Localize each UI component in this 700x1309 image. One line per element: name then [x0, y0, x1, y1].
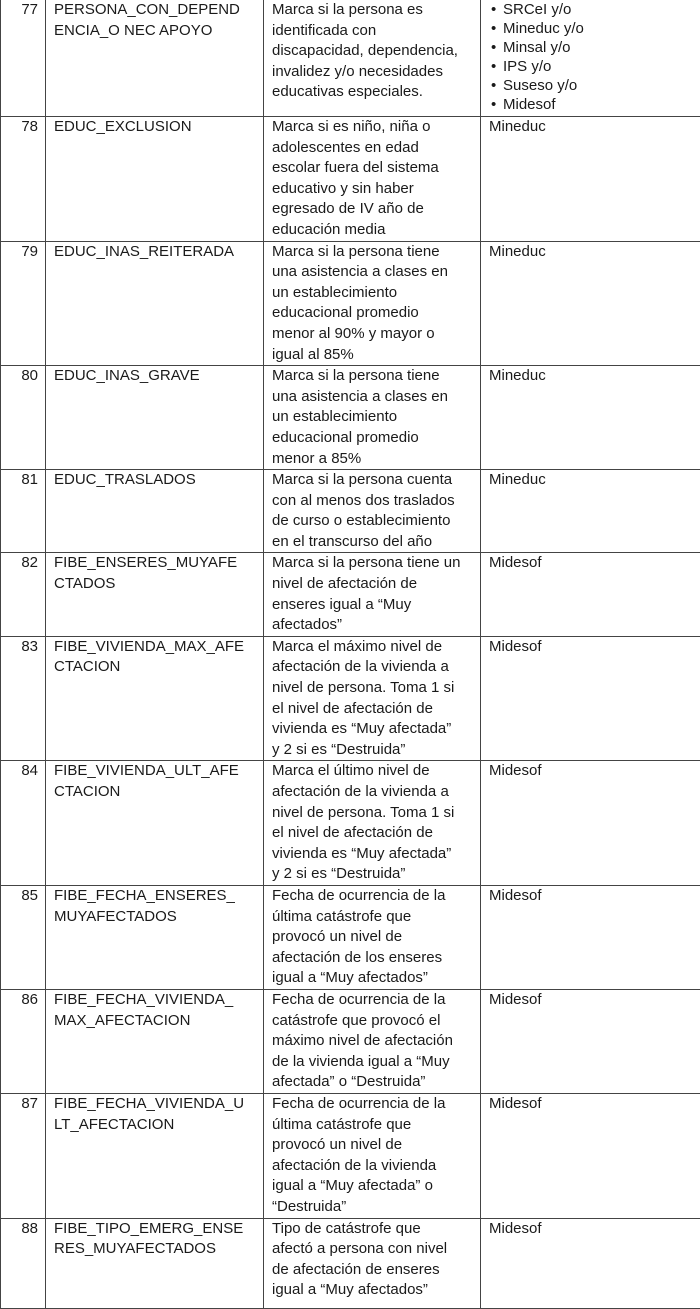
row-number — [1, 636, 46, 761]
row-number — [1, 117, 46, 242]
row-number-text: 85 — [1, 886, 38, 907]
description-line: vivienda es “Muy afectada” — [272, 844, 474, 865]
description-line: el nivel de afectación de — [272, 699, 474, 720]
row-number-text: 87 — [1, 1094, 38, 1115]
variable-name-line: FIBE_VIVIENDA_MAX_AFE — [54, 637, 257, 658]
source-cell — [481, 885, 700, 989]
source-line: Midesof — [489, 761, 694, 782]
description-line: igual al 85% — [272, 345, 474, 366]
source-line: Midesof — [489, 1094, 694, 1115]
description-cell — [264, 241, 481, 366]
source-line: Mineduc — [489, 366, 694, 387]
description-line: igual a “Muy afectados” — [272, 968, 474, 989]
description-line: “Destruida” — [272, 1197, 474, 1218]
row-number-text: 78 — [1, 117, 38, 138]
variable-name-cell — [46, 1093, 264, 1218]
row-number — [1, 0, 46, 117]
description-line: de afectación de enseres — [272, 1260, 474, 1281]
row-number-text: 83 — [1, 637, 38, 658]
source-line: Mineduc — [489, 117, 694, 138]
description-line: nivel de persona. Toma 1 si — [272, 803, 474, 824]
row-number-text: 82 — [1, 553, 38, 574]
variable-name-cell — [46, 0, 264, 117]
description-line: Marca si la persona cuenta — [272, 470, 474, 491]
row-number — [1, 241, 46, 366]
description-line: última catástrofe que — [272, 907, 474, 928]
source-cell — [481, 0, 700, 117]
row-number — [1, 885, 46, 989]
variable-name-line: EDUC_EXCLUSION — [54, 117, 257, 138]
description-line: afectados” — [272, 615, 474, 636]
variable-name-line: CTACION — [54, 782, 257, 803]
variable-name-line: FIBE_FECHA_ENSERES_ — [54, 886, 257, 907]
row-number-text: 81 — [1, 470, 38, 491]
row-number — [1, 1218, 46, 1308]
description-line: de la vivienda igual a “Muy — [272, 1052, 474, 1073]
description-cell — [264, 0, 481, 117]
description-line: identificada con — [272, 21, 474, 42]
variable-name-line: FIBE_TIPO_EMERG_ENSE — [54, 1219, 257, 1240]
description-line: egresado de IV año de — [272, 199, 474, 220]
description-line: y 2 si es “Destruida” — [272, 864, 474, 885]
source-list-item: • Suseso y/o — [503, 76, 694, 95]
source-list-item: • Minsal y/o — [503, 38, 694, 57]
description-line: de curso o establecimiento — [272, 511, 474, 532]
description-cell — [264, 885, 481, 989]
variable-name-cell — [46, 241, 264, 366]
description-line: Marca si la persona es — [272, 0, 474, 21]
source-cell — [481, 241, 700, 366]
source-line: Mineduc — [489, 470, 694, 491]
description-line: adolescentes en edad — [272, 138, 474, 159]
source-list-item: • SRCeI y/o — [503, 0, 694, 19]
row-number-text: 77 — [1, 0, 38, 21]
description-line: una asistencia a clases en — [272, 387, 474, 408]
variable-name-line: PERSONA_CON_DEPEND — [54, 0, 257, 21]
variable-name-line: CTADOS — [54, 574, 257, 595]
source-cell — [481, 366, 700, 470]
description-line: afectación de la vivienda a — [272, 657, 474, 678]
description-line: educacional promedio — [272, 303, 474, 324]
table-row — [1, 1093, 700, 1218]
variable-name-line: MAX_AFECTACION — [54, 1011, 257, 1032]
description-line: Marca el máximo nivel de — [272, 637, 474, 658]
variable-name-line: LT_AFECTACION — [54, 1115, 257, 1136]
source-cell — [481, 636, 700, 761]
description-line: afectada” o “Destruida” — [272, 1072, 474, 1093]
variable-name-line: MUYAFECTADOS — [54, 907, 257, 928]
table-row — [1, 1218, 700, 1308]
variable-name-cell — [46, 470, 264, 553]
variable-name-cell — [46, 1218, 264, 1308]
description-line: igual a “Muy afectada” o — [272, 1176, 474, 1197]
description-cell — [264, 989, 481, 1093]
description-line: escolar fuera del sistema — [272, 158, 474, 179]
description-line: un establecimiento — [272, 283, 474, 304]
table-row — [1, 885, 700, 989]
variable-name-cell — [46, 885, 264, 989]
description-line: máximo nivel de afectación — [272, 1031, 474, 1052]
description-line: Fecha de ocurrencia de la — [272, 990, 474, 1011]
row-number — [1, 366, 46, 470]
description-line: Marca el último nivel de — [272, 761, 474, 782]
description-cell — [264, 117, 481, 242]
description-line: afectación de la vivienda — [272, 1156, 474, 1177]
description-line: provocó un nivel de — [272, 927, 474, 948]
source-line: Midesof — [489, 886, 694, 907]
description-cell — [264, 553, 481, 636]
variable-name-cell — [46, 989, 264, 1093]
source-list-item: • Mineduc y/o — [503, 19, 694, 38]
source-line: Midesof — [489, 637, 694, 658]
variable-name-line: RES_MUYAFECTADOS — [54, 1239, 257, 1260]
table-row — [1, 241, 700, 366]
description-line: vivienda es “Muy afectada” — [272, 719, 474, 740]
description-line: educacional promedio — [272, 428, 474, 449]
variable-name-line: EDUC_INAS_REITERADA — [54, 242, 257, 263]
description-line: nivel de persona. Toma 1 si — [272, 678, 474, 699]
variable-name-cell — [46, 761, 264, 886]
description-line: Marca si es niño, niña o — [272, 117, 474, 138]
row-number-text: 88 — [1, 1219, 38, 1240]
description-cell — [264, 1093, 481, 1218]
source-line: Midesof — [489, 990, 694, 1011]
table-row — [1, 636, 700, 761]
table-row — [1, 761, 700, 886]
source-cell — [481, 1093, 700, 1218]
description-line: educación media — [272, 220, 474, 241]
description-line: igual a “Muy afectados” — [272, 1280, 474, 1301]
variable-name-cell — [46, 636, 264, 761]
source-cell — [481, 761, 700, 886]
variable-name-line: ENCIA_O NEC APOYO — [54, 21, 257, 42]
row-number — [1, 1093, 46, 1218]
description-line: invalidez y/o necesidades — [272, 62, 474, 83]
description-line: Fecha de ocurrencia de la — [272, 1094, 474, 1115]
description-cell — [264, 366, 481, 470]
description-line: Marca si la persona tiene un — [272, 553, 474, 574]
variable-name-line: FIBE_VIVIENDA_ULT_AFE — [54, 761, 257, 782]
source-cell — [481, 117, 700, 242]
row-number-text: 80 — [1, 366, 38, 387]
source-line: Midesof — [489, 553, 694, 574]
row-number — [1, 553, 46, 636]
description-line: con al menos dos traslados — [272, 491, 474, 512]
source-cell — [481, 1218, 700, 1308]
source-list-item: • IPS y/o — [503, 57, 694, 76]
description-line: educativas especiales. — [272, 82, 474, 103]
table-row — [1, 470, 700, 553]
description-line: Fecha de ocurrencia de la — [272, 886, 474, 907]
description-line: el nivel de afectación de — [272, 823, 474, 844]
variable-name-cell — [46, 553, 264, 636]
description-line: enseres igual a “Muy — [272, 595, 474, 616]
table-row — [1, 0, 700, 117]
description-cell — [264, 470, 481, 553]
description-cell — [264, 636, 481, 761]
description-line: una asistencia a clases en — [272, 262, 474, 283]
description-line: provocó un nivel de — [272, 1135, 474, 1156]
source-line: Midesof — [489, 1219, 694, 1240]
variable-name-line: FIBE_ENSERES_MUYAFE — [54, 553, 257, 574]
description-line: afectó a persona con nivel — [272, 1239, 474, 1260]
variable-name-line: CTACION — [54, 657, 257, 678]
source-line: Mineduc — [489, 242, 694, 263]
row-number — [1, 761, 46, 886]
description-cell — [264, 761, 481, 886]
description-line: educativo y sin haber — [272, 179, 474, 200]
description-line: Tipo de catástrofe que — [272, 1219, 474, 1240]
description-line: catástrofe que provocó el — [272, 1011, 474, 1032]
row-number-text: 86 — [1, 990, 38, 1011]
description-line: menor al 90% y mayor o — [272, 324, 474, 345]
row-number — [1, 989, 46, 1093]
description-line: Marca si la persona tiene — [272, 242, 474, 263]
variable-name-line: FIBE_FECHA_VIVIENDA_ — [54, 990, 257, 1011]
row-number-text: 79 — [1, 242, 38, 263]
description-line: afectación de los enseres — [272, 948, 474, 969]
table-row — [1, 117, 700, 242]
source-cell — [481, 989, 700, 1093]
description-line: menor a 85% — [272, 449, 474, 470]
variable-name-cell — [46, 366, 264, 470]
variable-name-cell — [46, 117, 264, 242]
variable-name-line: EDUC_TRASLADOS — [54, 470, 257, 491]
row-number-text: 84 — [1, 761, 38, 782]
table-row — [1, 553, 700, 636]
variable-name-line: FIBE_FECHA_VIVIENDA_U — [54, 1094, 257, 1115]
source-list-item: • Midesof — [503, 95, 694, 114]
description-line: Marca si la persona tiene — [272, 366, 474, 387]
description-line: nivel de afectación de — [272, 574, 474, 595]
table-row — [1, 366, 700, 470]
table-row — [1, 989, 700, 1093]
source-cell — [481, 553, 700, 636]
source-list — [489, 0, 694, 115]
description-line: última catástrofe que — [272, 1115, 474, 1136]
description-line: discapacidad, dependencia, — [272, 41, 474, 62]
description-line: afectación de la vivienda a — [272, 782, 474, 803]
description-line: en el transcurso del año — [272, 532, 474, 553]
description-cell — [264, 1218, 481, 1308]
row-number — [1, 470, 46, 553]
source-cell — [481, 470, 700, 553]
variable-name-line: EDUC_INAS_GRAVE — [54, 366, 257, 387]
description-line: un establecimiento — [272, 407, 474, 428]
description-line: y 2 si es “Destruida” — [272, 740, 474, 761]
